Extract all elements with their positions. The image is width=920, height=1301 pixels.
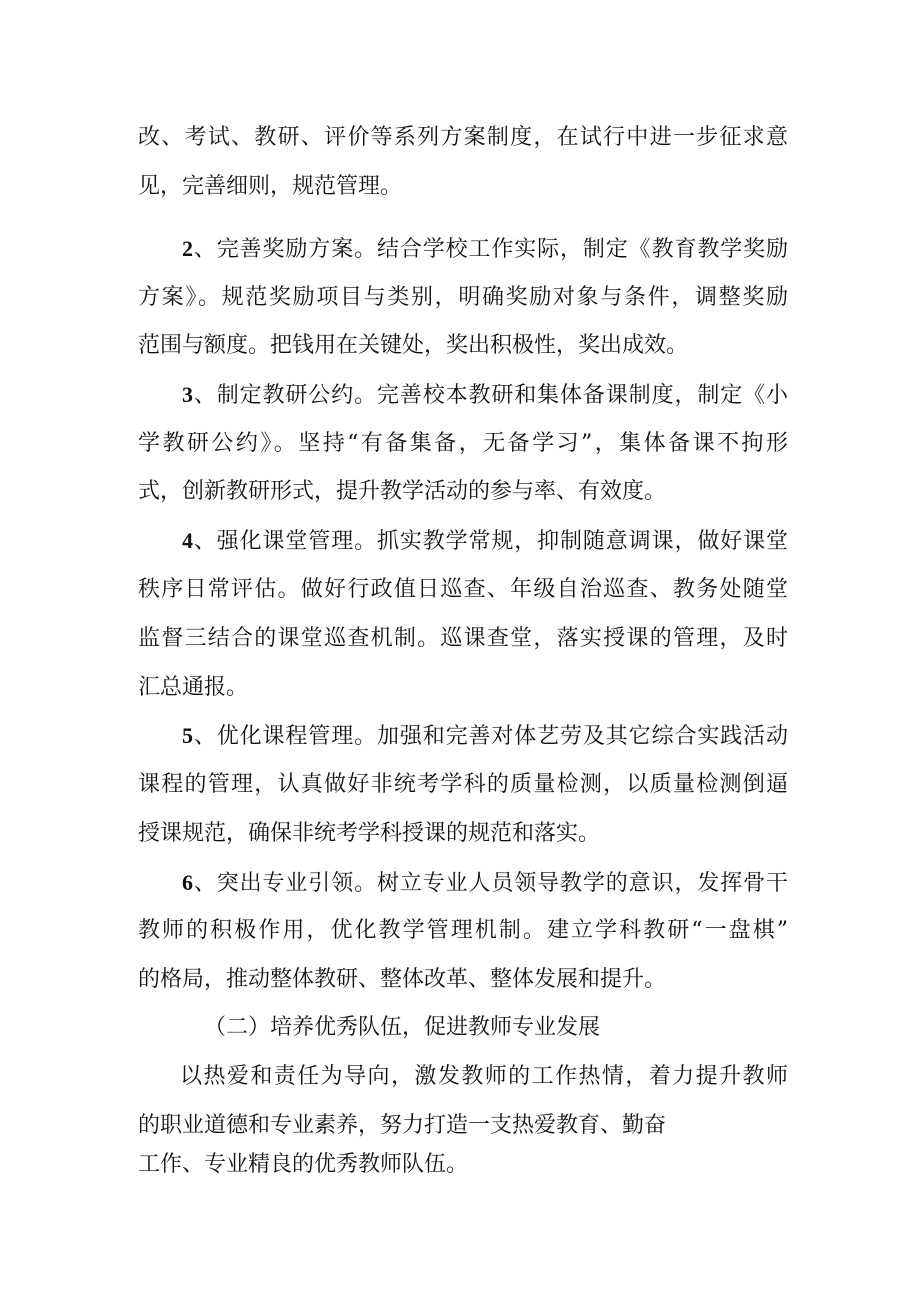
item-6-line-1: 6、突出专业引领。树立专业人员领导教学的意识，发挥骨干 bbox=[182, 870, 788, 896]
item-2-line-2: 方案》。规范奖励项目与类别，明确奖励对象与条件，调整奖励 bbox=[138, 285, 788, 310]
item-5-line-3: 授课规范，确保非统考学科授课的规范和落实。 bbox=[138, 821, 601, 846]
intro-line-1: 改、考试、教研、评价等系列方案制度，在试行中进一步征求意 bbox=[138, 125, 788, 150]
item-4-line-3: 监督三结合的课堂巡查机制。巡课查堂，落实授课的管理，及时 bbox=[138, 626, 788, 651]
item-6-line-2: 教师的积极作用，优化教学管理机制。建立学科教研“一盘棋” bbox=[138, 918, 788, 943]
item-3-line-3: 式，创新教研形式，提升教学活动的参与率、有效度。 bbox=[138, 479, 667, 504]
intro-line-2: 见，完善细则，规范管理。 bbox=[138, 174, 403, 199]
item-6-line-3: 的格局，推动整体教研、整体改革、整体发展和提升。 bbox=[138, 967, 667, 992]
item-5-line-1: 5、优化课程管理。加强和完善对体艺劳及其它综合实践活动 bbox=[182, 723, 788, 749]
item-5-number: 5 bbox=[182, 723, 193, 748]
item-4-line-1: 4、强化课堂管理。抓实教学常规，抑制随意调课，做好课堂 bbox=[182, 528, 788, 554]
item-6-number: 6 bbox=[182, 870, 193, 895]
item-3-number: 3 bbox=[182, 382, 193, 407]
section-heading: （二）培养优秀队伍，促进教师专业发展 bbox=[204, 1015, 601, 1040]
item-4-number: 4 bbox=[182, 528, 193, 553]
item-3-line-1: 3、制定教研公约。完善校本教研和集体备课制度，制定《小 bbox=[182, 382, 788, 408]
item-4-line-4: 汇总通报。 bbox=[138, 675, 249, 700]
closing-line-3: 工作、专业精良的优秀教师队伍。 bbox=[138, 1152, 469, 1177]
item-5-line-2: 课程的管理，认真做好非统考学科的质量检测，以质量检测倒逼 bbox=[138, 772, 788, 797]
item-2-line-1: 2、完善奖励方案。结合学校工作实际，制定《教育教学奖励 bbox=[182, 236, 788, 262]
item-2-number: 2 bbox=[182, 236, 193, 261]
item-3-line-2: 学教研公约》。坚持“有备集备，无备学习”，集体备课不拘形 bbox=[138, 431, 788, 456]
closing-line-2: 的职业道德和专业素养，努力打造一支热爱教育、勤奋 bbox=[138, 1113, 667, 1138]
item-4-line-2: 秩序日常评估。做好行政值日巡查、年级自治巡查、教务处随堂 bbox=[138, 577, 788, 602]
item-2-line-3: 范围与额度。把钱用在关键处，奖出积极性，奖出成效。 bbox=[138, 333, 689, 358]
closing-line-1: 以热爱和责任为导向，激发教师的工作热情，着力提升教师 bbox=[180, 1064, 788, 1089]
